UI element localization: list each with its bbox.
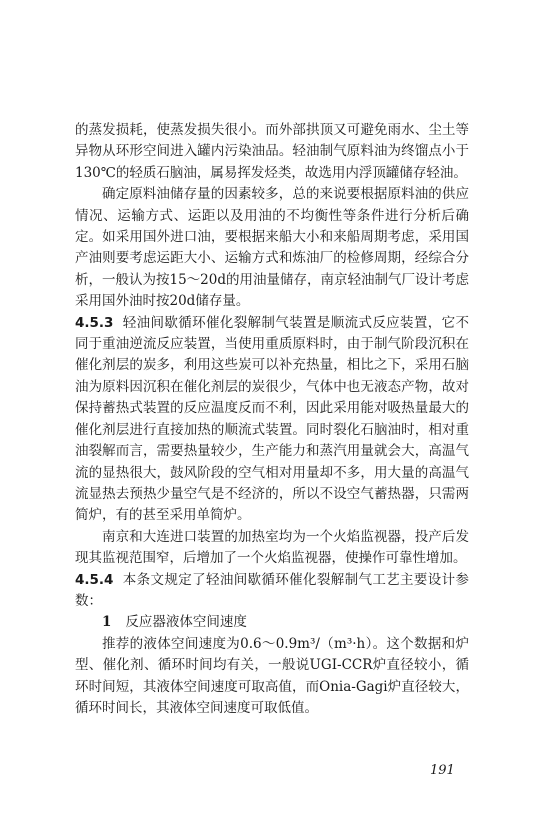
- subheading-text: 反应器液体空间速度: [125, 614, 247, 631]
- paragraph-7: 推荐的液体空间速度为0.6～0.9m³/（m³·h）。这个数据和炉型、催化剂、循环时间均有关，一般说UGI-CCR炉直径较小，循环时间短，其液体空间速度可取高值，而Onia-Gagi炉直径较大，循环时间长，其液体空间速度可取低值。: [75, 635, 469, 716]
- paragraph-2: 确定原料油储存量的因素较多，总的来说要根据原料油的供应情况、运输方式、运距以及用油的不均衡性等条件进行分析后确定。如采用国外进口油，要根据来船大小和来船周期考虑，采用国产油则要考虑运距大小、运输方式和炼油厂的检修周期，经综合分析，一般认为按15～20d的用油量储存，南京轻油制气厂设计考虑采用国外油时按20d储存量。: [75, 186, 469, 310]
- paragraph-4: 南京和大连进口装置的加热室均为一个火焰监视器，投产后发现其监视范围窄，后增加了一个火焰监视器，使操作可靠性增加。: [75, 528, 469, 567]
- section-4-5-3: [75, 313, 469, 527]
- subheading-1: [75, 612, 469, 633]
- page-number: 191: [430, 763, 455, 778]
- paragraph-1: 的蒸发损耗，使蒸发损失很小。而外部拱顶又可避免雨水、尘土等异物从环形空间进入罐内污染油品。轻油制气原料油为终馏点小于130℃的轻质石脑油，属易挥发烃类，故选用内浮顶罐储存轻油。: [75, 122, 469, 181]
- section-4-5-4: [75, 570, 469, 613]
- section-text: 本条文规定了轻油间歇循环催化裂解制气工艺主要设计参数：: [75, 571, 469, 609]
- section-number: 4.5.3: [75, 314, 114, 331]
- subheading-number: 1: [102, 614, 112, 631]
- section-text: 轻油间歇循环催化裂解制气装置是顺流式反应装置，它不同于重油逆流反应装置，当使用重质原料时，由于制气阶段沉积在催化剂层的炭多，利用这些炭可以补充热量，相比之下，采用石脑油为原料因沉积在催化剂层的炭很少，气体中也无液态产物，故对保持蓄热式装置的反应温度反而不利，因此采用能对吸热量最大的催化剂层进行直接加热的顺流式装置。同时裂化石脑油时，相对重油裂解而言，需要热量较少，生产能力和蒸汽用量就会大，高温气流的显热很大，鼓风阶段的空气相对用量却不多，用大量的高温气流显热去预热少量空气是不经济的，所以不设空气蓄热器，只需两简炉，有的甚至采用单简炉。: [75, 314, 469, 524]
- body-text: [75, 120, 469, 719]
- section-number: 4.5.4: [75, 571, 114, 588]
